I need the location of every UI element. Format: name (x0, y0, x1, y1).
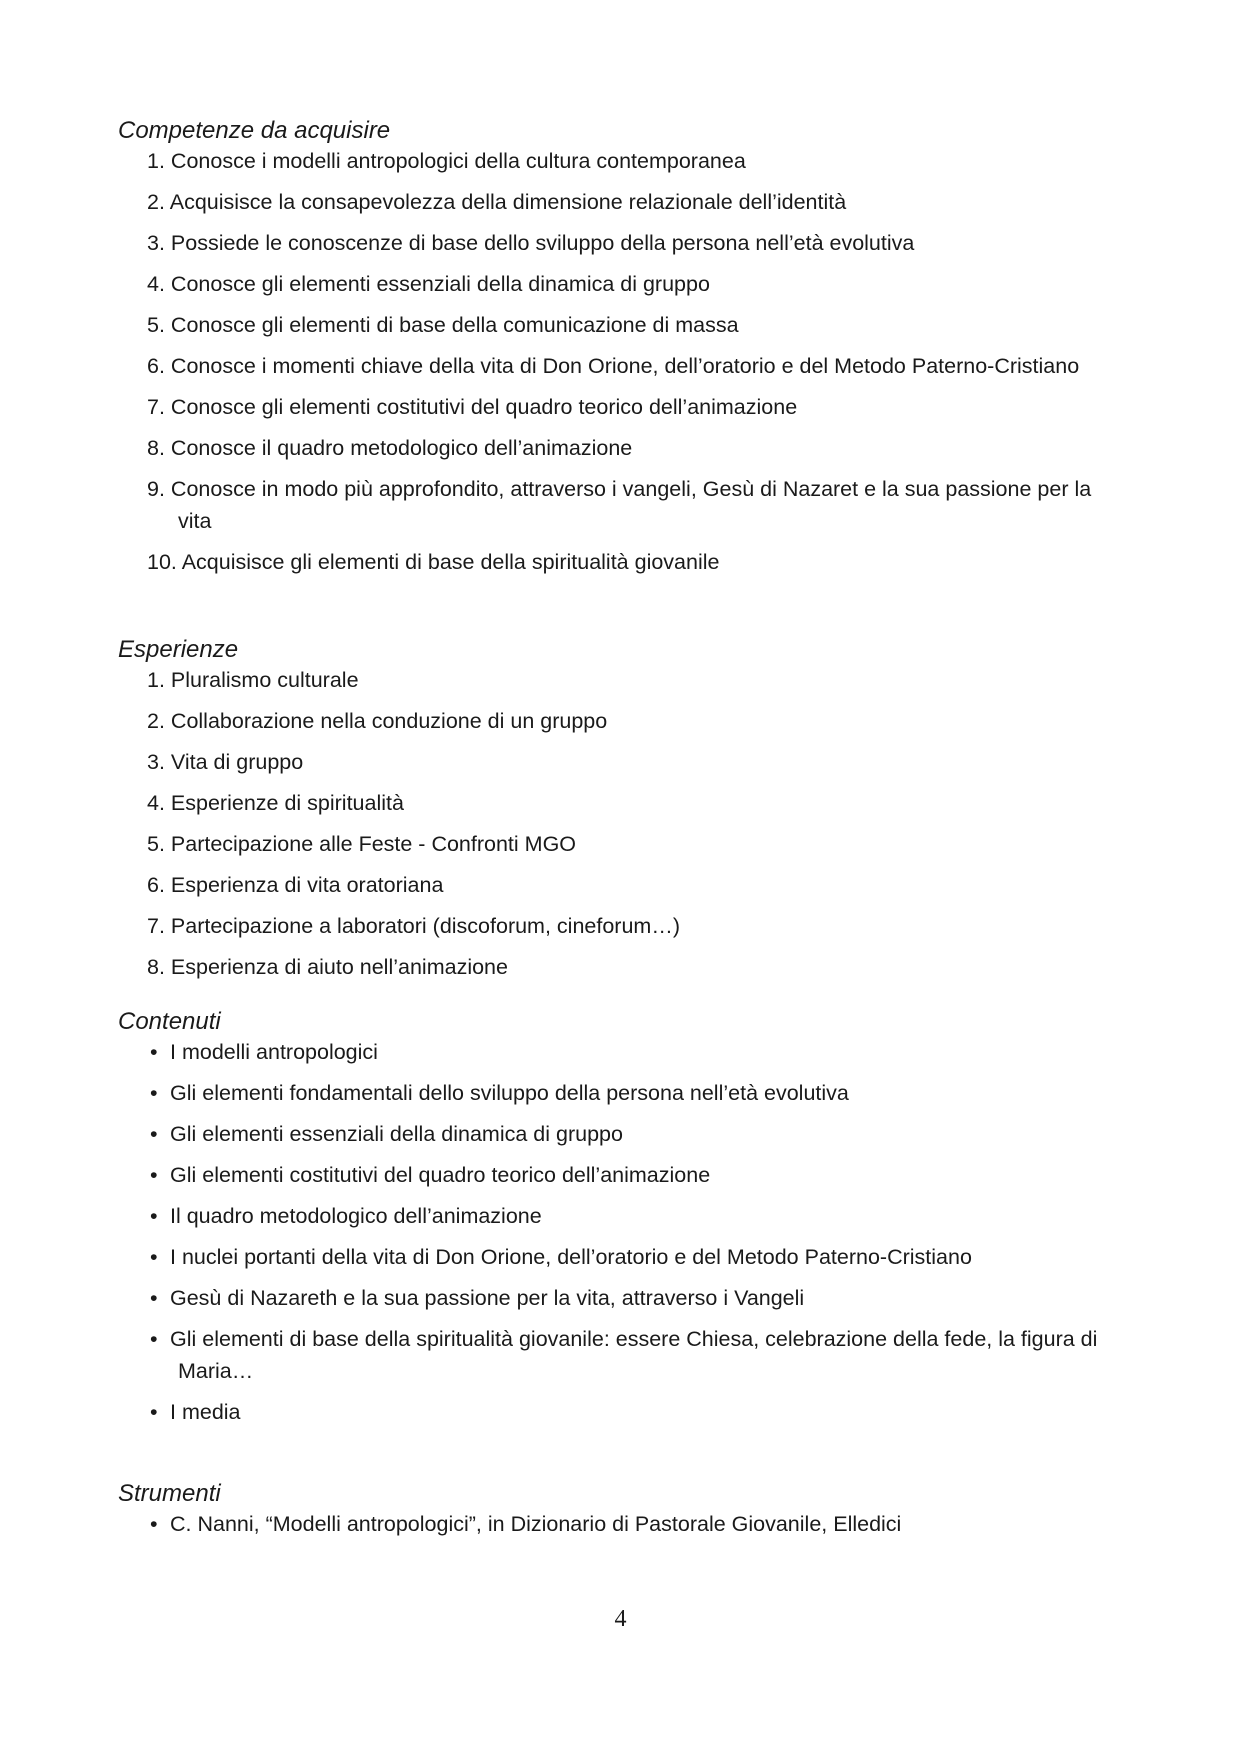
item-number: 1. (147, 668, 165, 692)
item-text: Gli elementi fondamentali dello sviluppo della persona nell’età evolutiva (170, 1081, 849, 1105)
list-item (118, 1159, 1128, 1191)
bullet-icon: • (150, 1081, 158, 1105)
item-text: C. Nanni, “Modelli antropologici”, in Dizionario di Pastorale Giovanile, Elledici (170, 1512, 902, 1536)
section-heading-competenze: Competenze da acquisire (118, 117, 391, 144)
list-item (118, 1118, 1128, 1150)
item-number: 9. (147, 477, 165, 501)
item-text: Il quadro metodologico dell’animazione (170, 1204, 542, 1228)
list-item (118, 145, 1128, 177)
list-item (118, 1200, 1128, 1232)
list-item (118, 664, 1128, 696)
item-number: 2. (147, 190, 165, 214)
item-text: Conosce i momenti chiave della vita di Don Orione, dell’oratorio e del Metodo Paterno-Cristiano (170, 354, 1080, 378)
item-text: Conosce gli elementi essenziali della dinamica di gruppo (170, 272, 710, 296)
item-text: Conosce in modo più approfondito, attraverso i vangeli, Gesù di Nazaret e la sua passione per la vita (170, 477, 1092, 533)
item-text: Esperienza di vita oratoriana (170, 873, 444, 897)
bullet-icon: • (150, 1512, 158, 1536)
item-text: Conosce gli elementi costitutivi del quadro teorico dell’animazione (170, 395, 798, 419)
list-item (118, 350, 1128, 382)
item-number: 6. (147, 873, 165, 897)
list-item (118, 746, 1128, 778)
item-text: Collaborazione nella conduzione di un gruppo (170, 709, 608, 733)
list-item (118, 391, 1128, 423)
item-number: 8. (147, 955, 165, 979)
list-item (118, 546, 1128, 578)
list-item (118, 828, 1128, 860)
list-item (118, 1282, 1128, 1314)
item-text: I modelli antropologici (170, 1040, 378, 1064)
item-text: Conosce i modelli antropologici della cultura contemporanea (170, 149, 746, 173)
bullet-icon: • (150, 1400, 158, 1424)
item-number: 1. (147, 149, 165, 173)
section-contenuti (118, 1008, 1128, 1437)
bullet-icon: • (150, 1327, 158, 1351)
item-text: Esperienza di aiuto nell’animazione (170, 955, 508, 979)
item-text: Possiede le conoscenze di base dello sviluppo della persona nell’età evolutiva (170, 231, 915, 255)
list-item (118, 910, 1128, 942)
item-text: Partecipazione alle Feste - Confronti MGO (170, 832, 577, 856)
item-number: 10. (147, 550, 177, 574)
list-item (118, 227, 1128, 259)
item-number: 5. (147, 313, 165, 337)
item-text: Gesù di Nazareth e la sua passione per la vita, attraverso i Vangeli (170, 1286, 805, 1310)
item-text: Acquisisce gli elementi di base della spiritualità giovanile (181, 550, 720, 574)
list-item (118, 1036, 1128, 1068)
item-text: Esperienze di spiritualità (170, 791, 404, 815)
item-text: Conosce il quadro metodologico dell’animazione (170, 436, 633, 460)
item-text: Pluralismo culturale (170, 668, 359, 692)
bullet-icon: • (150, 1286, 158, 1310)
section-heading-contenuti: Contenuti (118, 1008, 221, 1035)
list-item (118, 309, 1128, 341)
list-item (118, 268, 1128, 300)
item-number: 3. (147, 231, 165, 255)
item-text: Acquisisce la consapevolezza della dimensione relazionale dell’identità (169, 190, 847, 214)
bullet-icon: • (150, 1163, 158, 1187)
item-text: Gli elementi essenziali della dinamica di gruppo (170, 1122, 623, 1146)
item-text: Vita di gruppo (170, 750, 304, 774)
item-number: 8. (147, 436, 165, 460)
contenuti-list (118, 1036, 1128, 1428)
list-item (118, 787, 1128, 819)
item-number: 7. (147, 914, 165, 938)
item-number: 4. (147, 791, 165, 815)
esperienze-list (118, 664, 1128, 983)
item-text: Conosce gli elementi di base della comunicazione di massa (170, 313, 739, 337)
list-item (118, 186, 1128, 218)
section-strumenti (118, 1480, 1128, 1549)
strumenti-list (118, 1508, 1128, 1540)
bullet-icon: • (150, 1204, 158, 1228)
section-heading-strumenti: Strumenti (118, 1480, 221, 1507)
item-number: 2. (147, 709, 165, 733)
list-item (118, 1396, 1128, 1428)
section-esperienze (118, 636, 1128, 992)
item-number: 7. (147, 395, 165, 419)
list-item (118, 432, 1128, 464)
list-item (118, 473, 1128, 537)
list-item (118, 1241, 1128, 1273)
page-number: 4 (614, 1606, 627, 1632)
item-text: I nuclei portanti della vita di Don Orione, dell’oratorio e del Metodo Paterno-Cristiano (170, 1245, 972, 1269)
section-competenze (118, 117, 1128, 587)
list-item (118, 869, 1128, 901)
list-item (118, 705, 1128, 737)
item-text: Gli elementi costitutivi del quadro teorico dell’animazione (170, 1163, 711, 1187)
item-number: 4. (147, 272, 165, 296)
item-text: I media (170, 1400, 241, 1424)
item-number: 6. (147, 354, 165, 378)
list-item (118, 1077, 1128, 1109)
list-item (118, 1508, 1128, 1540)
item-text: Partecipazione a laboratori (discoforum, cineforum…) (170, 914, 680, 938)
bullet-icon: • (150, 1040, 158, 1064)
section-heading-esperienze: Esperienze (118, 636, 239, 663)
competenze-list (118, 145, 1128, 578)
list-item (118, 1323, 1128, 1387)
list-item (118, 951, 1128, 983)
bullet-icon: • (150, 1245, 158, 1269)
item-number: 3. (147, 750, 165, 774)
bullet-icon: • (150, 1122, 158, 1146)
item-number: 5. (147, 832, 165, 856)
item-text: Gli elementi di base della spiritualità giovanile: essere Chiesa, celebrazione della fede, la figura di Maria… (170, 1327, 1098, 1383)
